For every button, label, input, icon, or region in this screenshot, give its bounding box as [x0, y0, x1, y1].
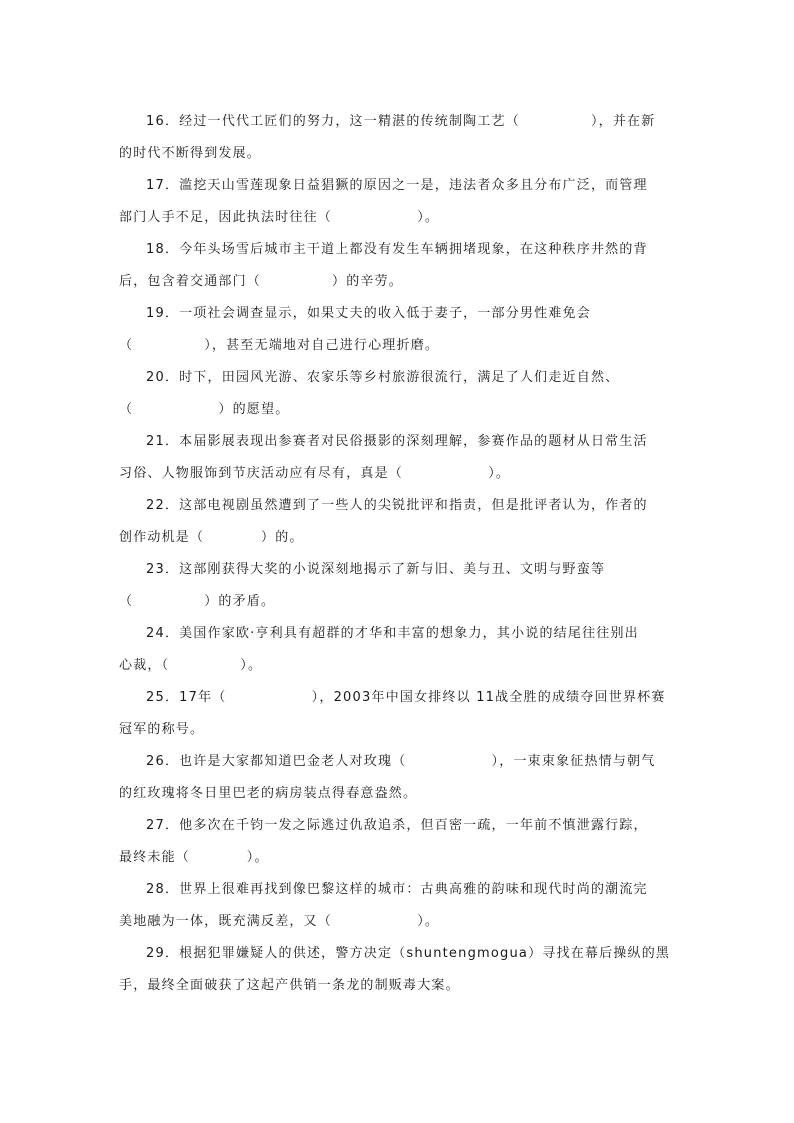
question-24-line-2: 心裁，（ ）。 [119, 658, 263, 673]
question-list [119, 106, 677, 1002]
question-16-line-1: 16．经过一代代工匠们的努力，这一精湛的传统制陶工艺（ ），并在新 [146, 114, 656, 129]
question-18-line-1: 18．今年头场雪后城市主干道上都没有发生车辆拥堵现象，在这种秩序井然的背 [146, 242, 648, 257]
question-20-line-1: 20．时下，田园风光游、农家乐等乡村旅游很流行，满足了人们走近自然、 [146, 370, 620, 385]
question-16 [119, 106, 677, 170]
question-23-line-2: （ ）的矛盾。 [119, 594, 276, 609]
question-18 [119, 234, 677, 298]
question-27 [119, 810, 677, 874]
question-25 [119, 682, 677, 746]
question-17-line-1: 17．滥挖天山雪莲现象日益猖獗的原因之一是，违法者众多且分布广泛，而管理 [146, 178, 648, 193]
question-26-line-2: 的红玫瑰将冬日里巴老的病房装点得春意盎然。 [119, 786, 418, 801]
question-26 [119, 746, 677, 810]
question-19-line-2: （ ），甚至无端地对自己进行心理折磨。 [119, 338, 440, 353]
question-26-line-1: 26．也许是大家都知道巴金老人对玫瑰（ ），一束束象征热情与朝气 [146, 754, 656, 769]
question-29-line-2: 手，最终全面破获了这起产供销一条龙的制贩毒大案。 [119, 978, 460, 993]
question-22-line-1: 22．这部电视剧虽然遭到了一些人的尖锐批评和指责，但是批评者认为，作者的 [146, 498, 648, 513]
question-19 [119, 298, 677, 362]
question-17-line-2: 部门人手不足，因此执法时往往（ ）。 [119, 210, 440, 225]
question-24-line-1: 24．美国作家欧·亨利具有超群的才华和丰富的想象力，其小说的结尾往往别出 [146, 626, 639, 641]
question-27-line-1: 27．他多次在千钧一发之际逃过仇敌追杀，但百密一疏，一年前不慎泄露行踪， [146, 818, 648, 833]
question-21-line-2: 习俗、人物服饰到节庆活动应有尽有，真是（ ）。 [119, 466, 511, 481]
question-28 [119, 874, 677, 938]
question-21 [119, 426, 677, 490]
question-21-line-1: 21．本届影展表现出参赛者对民俗摄影的深刻理解，参赛作品的题材从日常生活 [146, 434, 648, 449]
question-28-line-1: 28．世界上很难再找到像巴黎这样的城市：古典高雅的韵味和现代时尚的潮流完 [146, 882, 648, 897]
question-25-line-1: 25．17年（ ），2003年中国女排终以 11战全胜的成绩夺回世界杯赛 [146, 690, 666, 705]
question-29 [119, 938, 677, 1002]
question-20 [119, 362, 677, 426]
question-22-line-2: 创作动机是（ ）的。 [119, 530, 304, 545]
question-28-line-2: 美地融为一体，既充满反差，又（ ）。 [119, 914, 440, 929]
question-23-line-1: 23．这部刚获得大奖的小说深刻地揭示了新与旧、美与丑、文明与野蛮等 [146, 562, 606, 577]
question-23 [119, 554, 677, 618]
question-18-line-2: 后，包含着交通部门（ ）的辛劳。 [119, 274, 404, 289]
question-22 [119, 490, 677, 554]
question-25-line-2: 冠军的称号。 [119, 722, 205, 737]
question-19-line-1: 19．一项社会调查显示，如果丈夫的收入低于妻子，一部分男性难免会 [146, 306, 591, 321]
question-17 [119, 170, 677, 234]
question-16-line-2: 的时代不断得到发展。 [119, 146, 262, 161]
question-24 [119, 618, 677, 682]
question-29-line-1: 29．根据犯罪嫌疑人的供述，警方决定（shuntengmogua）寻找在幕后操纵的黑 [146, 946, 671, 961]
question-20-line-2: （ ）的愿望。 [119, 402, 290, 417]
question-27-line-2: 最终未能（ ）。 [119, 850, 269, 865]
